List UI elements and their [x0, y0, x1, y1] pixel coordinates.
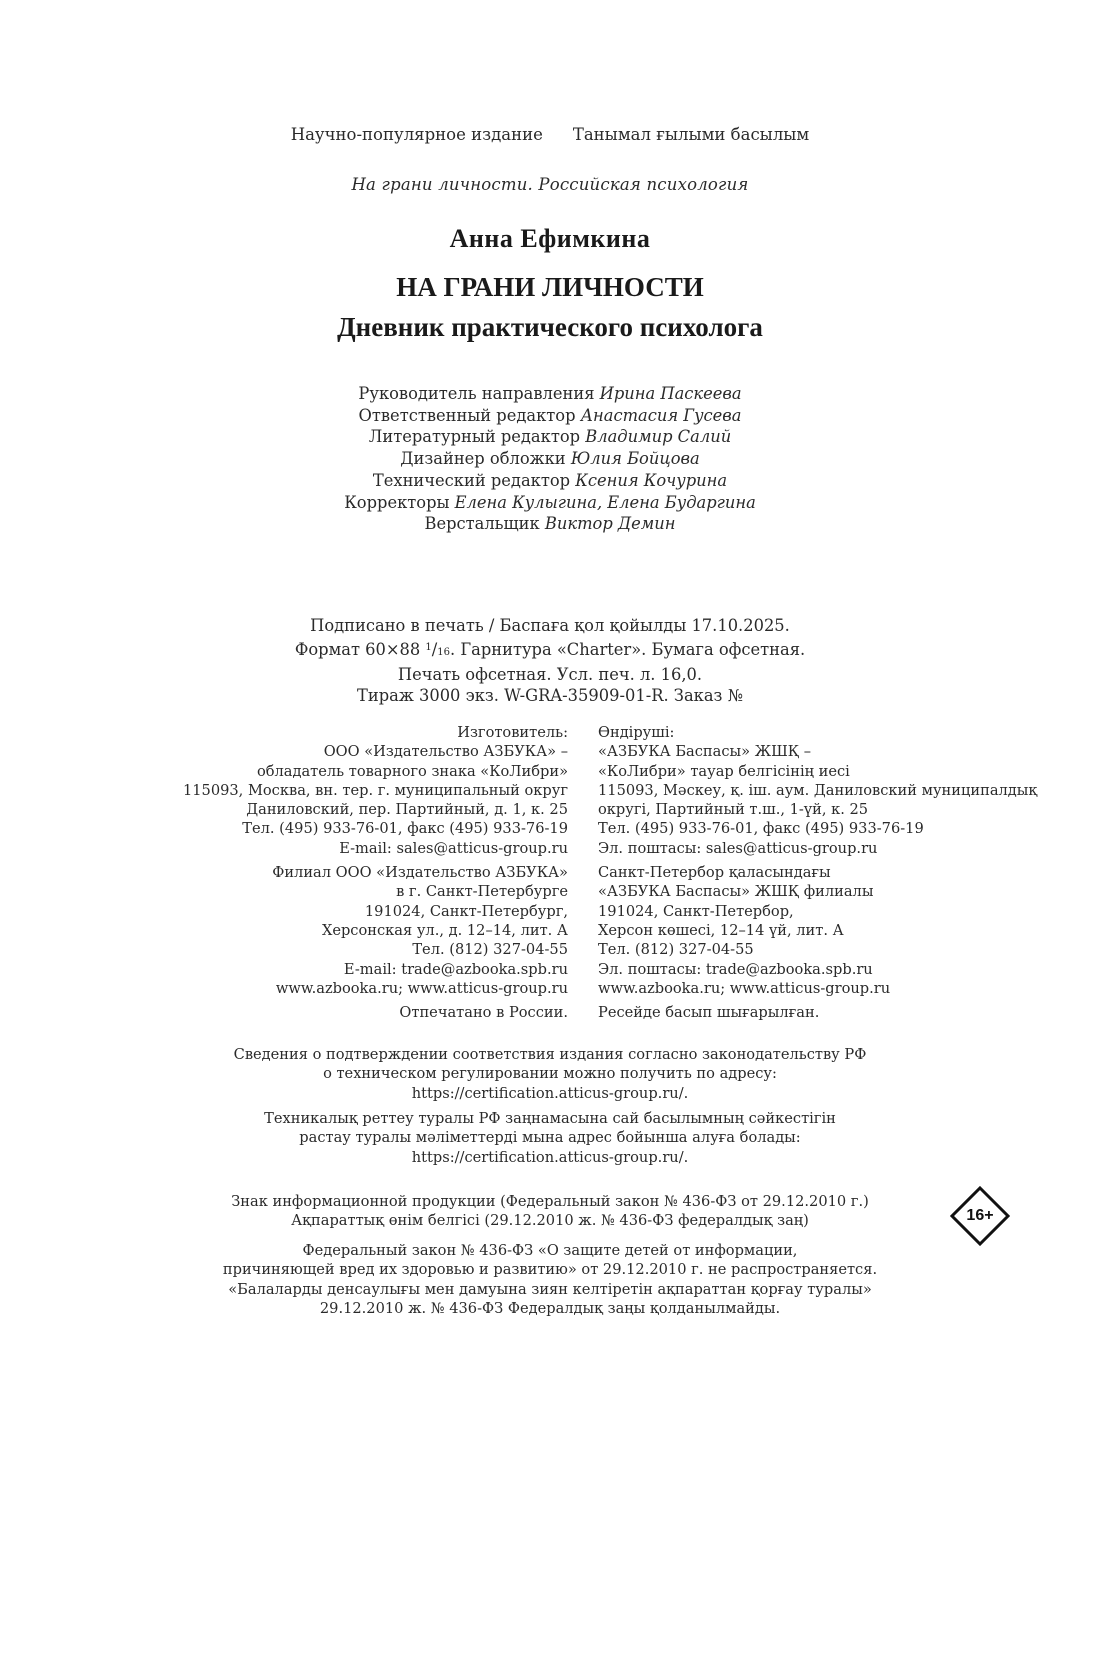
credit-role: Верстальщик [424, 514, 540, 534]
text-line: Тел. (495) 933-76-01, факс (495) 933-76-19 [242, 820, 568, 838]
text-line: Тел. (812) 327-04-55 [598, 941, 754, 959]
text-line: «АЗБУКА Баспасы» ЖШҚ – [598, 743, 811, 761]
print-format: Формат 60×88 $^1$/16. Гарнитура «Charter». Бумага офсетная. [294, 639, 806, 659]
certification-ru [0, 1045, 1100, 1103]
age-rating-label: 16+ [966, 1207, 994, 1224]
credit-row [0, 492, 1100, 514]
website-text: www.azbooka.ru; www.atticus-group.ru [275, 979, 568, 997]
credit-name: Виктор Демин [544, 514, 676, 534]
info-product-sign [0, 1192, 1100, 1231]
text-line: Сведения о подтверждении соответствия издания согласно законодательству РФ [233, 1046, 867, 1063]
credit-row [0, 448, 1100, 470]
text-line: Херсонская ул., д. 12–14, лит. А [321, 921, 568, 939]
format-prefix: Формат 60×88 [294, 639, 426, 659]
printed-in-kz: Ресейде басып шығарылған. [598, 1004, 820, 1022]
credit-name: Ирина Паскеева [599, 384, 742, 403]
edition-type-ru: Научно-популярное издание [290, 125, 543, 144]
credits-list [0, 383, 1100, 535]
credit-name: Владимир Салий [585, 427, 732, 447]
text-line: 191024, Санкт-Петербург, [364, 902, 568, 920]
format-suffix: . Гарнитура «Charter». Бумага офсетная. [449, 639, 806, 659]
credit-name: Анастасия Гусева [580, 405, 742, 425]
credit-name: Ксения Кочурина [575, 470, 728, 490]
email-text: Эл. поштасы: sales@atticus-group.ru [598, 839, 878, 857]
book-subtitle: Дневник практического психолога [337, 312, 763, 342]
manufacturer-ru-main [183, 723, 568, 858]
text-line: Знак информационной продукции (Федеральный закон № 436-ФЗ от 29.12.2010 г.) [231, 1193, 869, 1210]
text-line: в г. Санкт-Петербурге [396, 883, 568, 901]
credit-row [0, 470, 1100, 492]
credit-role: Литературный редактор [368, 427, 581, 447]
credit-role: Корректоры [344, 492, 450, 512]
credit-name: Юлия Бойцова [570, 449, 700, 469]
text-line: 115093, Москва, вн. тер. г. муниципальный округ [182, 781, 568, 799]
credit-row [0, 405, 1100, 427]
manufacturer-kz-branch [598, 863, 1037, 998]
print-info [0, 615, 1100, 707]
credit-role: Ответственный редактор [358, 405, 576, 425]
credit-row [0, 513, 1100, 535]
manufacturer-kz [598, 723, 1037, 1027]
text-line: Санкт-Петербор қаласындағы [598, 864, 831, 882]
certification-url: https://certification.atticus-group.ru/. [411, 1148, 689, 1166]
text-line: о техническом регулировании можно получить по адресу: [323, 1065, 777, 1083]
federal-law-note [0, 1241, 1100, 1318]
text-line: Федеральный закон № 436-ФЗ «О защите детей от информации, [302, 1242, 798, 1259]
credit-role: Технический редактор [372, 470, 571, 490]
text-line: «АЗБУКА Баспасы» ЖШҚ филиалы [598, 883, 874, 901]
print-method: Печать офсетная. Усл. печ. л. 16,0. [397, 664, 703, 684]
book-title: НА ГРАНИ ЛИЧНОСТИ [396, 272, 704, 302]
website-text: www.azbooka.ru; www.atticus-group.ru [598, 979, 891, 997]
text-line: Тел. (495) 933-76-01, факс (495) 933-76-19 [598, 820, 924, 838]
manufacturer-kz-main [598, 723, 1037, 858]
text-line: Техникалық реттеу туралы РФ заңнамасына сай басылымның сәйкестігін [264, 1110, 836, 1127]
format-numerator: 1 [425, 641, 432, 653]
credit-role: Руководитель направления [358, 384, 595, 403]
credit-row [0, 426, 1100, 448]
text-line: Изготовитель: [457, 724, 568, 741]
series-name: На грани личности. Российская психология [351, 175, 749, 194]
text-line: обладатель товарного знака «КоЛибри» [256, 762, 568, 780]
text-line: причиняющей вред их здоровью и развитию» от 29.12.2010 г. не распространяется. [222, 1261, 878, 1279]
email-text: E-mail: sales@atticus-group.ru [339, 839, 568, 857]
printed-in-ru: Отпечатано в России. [399, 1004, 568, 1022]
credit-row [0, 383, 1100, 405]
text-line: «КоЛибри» тауар белгісінің иесі [598, 762, 850, 780]
text-line: Ақпараттық өнім белгісі (29.12.2010 ж. № 436-ФЗ федералдық заң) [291, 1212, 809, 1230]
credit-name: Елена Кулыгина, Елена Бударгина [454, 492, 756, 512]
print-run: Тираж 3000 экз. W-GRA-35909-01-R. Заказ № [356, 686, 744, 706]
manufacturer-ru [183, 723, 568, 1027]
certification-kz [0, 1109, 1100, 1167]
author-name: Анна Ефимкина [449, 224, 651, 253]
text-line: 115093, Мәскеу, қ. іш. аум. Даниловский муниципалдық [598, 781, 1038, 799]
text-line: Тел. (812) 327-04-55 [412, 941, 568, 959]
edition-type-line [0, 125, 1100, 144]
email-text: E-mail: trade@azbooka.spb.ru [343, 960, 568, 978]
credit-role: Дизайнер обложки [400, 449, 566, 469]
text-line: Херсон көшесі, 12–14 үй, лит. А [598, 921, 844, 939]
text-line: растау туралы мәліметтерді мына адрес бойынша алуға болады: [299, 1129, 801, 1147]
edition-type-kz: Танымал ғылыми басылым [572, 125, 810, 144]
text-line: ООО «Издательство АЗБУКА» – [323, 743, 568, 761]
text-line: 29.12.2010 ж. № 436-ФЗ Федералдық заңы қолданылмайды. [319, 1299, 781, 1317]
print-signed: Подписано в печать / Баспаға қол қойылды 17.10.2025. [310, 616, 790, 635]
certification-url: https://certification.atticus-group.ru/. [411, 1084, 689, 1102]
text-line: Даниловский, пер. Партийный, д. 1, к. 25 [246, 801, 568, 819]
format-denominator: 16 [437, 646, 450, 658]
text-line: 191024, Санкт-Петербор, [598, 902, 794, 920]
text-line: округі, Партийный т.ш., 1-үй, к. 25 [598, 801, 869, 819]
manufacturer-ru-branch [183, 863, 568, 998]
email-text: Эл. поштасы: trade@azbooka.spb.ru [598, 960, 873, 978]
text-line: Өндіруші: [598, 724, 675, 741]
age-rating-badge [950, 1186, 1010, 1246]
text-line: Филиал ООО «Издательство АЗБУКА» [272, 864, 568, 882]
text-line: «Балаларды денсаулығы мен дамуына зиян келтіретін ақпараттан қорғау туралы» [228, 1280, 872, 1298]
